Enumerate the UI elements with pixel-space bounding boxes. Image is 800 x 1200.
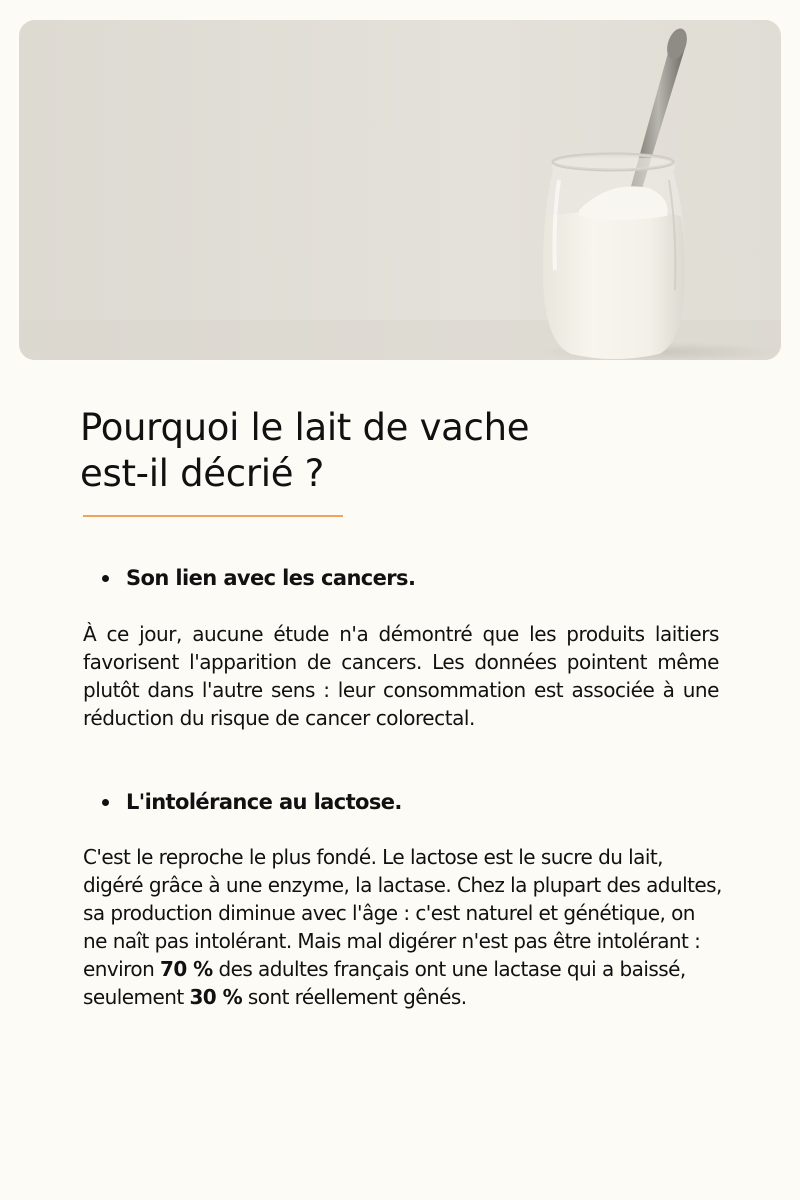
lactose-text-part3: sont réellement gênés. bbox=[242, 985, 467, 1009]
section-paragraph-lactose bbox=[83, 843, 723, 1011]
lactose-stat-70: 70 % bbox=[160, 957, 213, 981]
article-title-line2: est-il décrié ? bbox=[80, 452, 324, 495]
section-paragraph-cancers: À ce jour, aucune étude n'a démontré que les produits laitiers favorisent l'apparition de cancers. Les données pointent même plutôt dans l'autre sens : leur consommation est associée à une réduction du risque de cancer colorectal. bbox=[83, 622, 719, 730]
article-title bbox=[80, 405, 680, 497]
lactose-stat-30: 30 % bbox=[189, 985, 243, 1009]
title-divider bbox=[83, 515, 343, 517]
article-title-line1: Pourquoi le lait de vache bbox=[80, 406, 530, 449]
yogurt-jar-illustration bbox=[19, 20, 781, 360]
section-heading-lactose: L'intolérance au lactose. bbox=[126, 788, 726, 816]
hero-image bbox=[19, 20, 781, 360]
lactose-text-part2: des adultes français ont une lactase qui a baissé, seulement bbox=[83, 957, 686, 1009]
lactose-text-part1: C'est le reproche le plus fondé. Le lactose est le sucre du lait, digéré grâce à une enzyme, la lactase. Chez la plupart des adultes, sa production diminue avec l'âge : c'est naturel et génétique, on ne naît pas intolérant. Mais mal digérer n'est pas être intolérant : environ bbox=[83, 845, 722, 981]
section-heading-cancers: Son lien avec les cancers. bbox=[126, 564, 726, 592]
